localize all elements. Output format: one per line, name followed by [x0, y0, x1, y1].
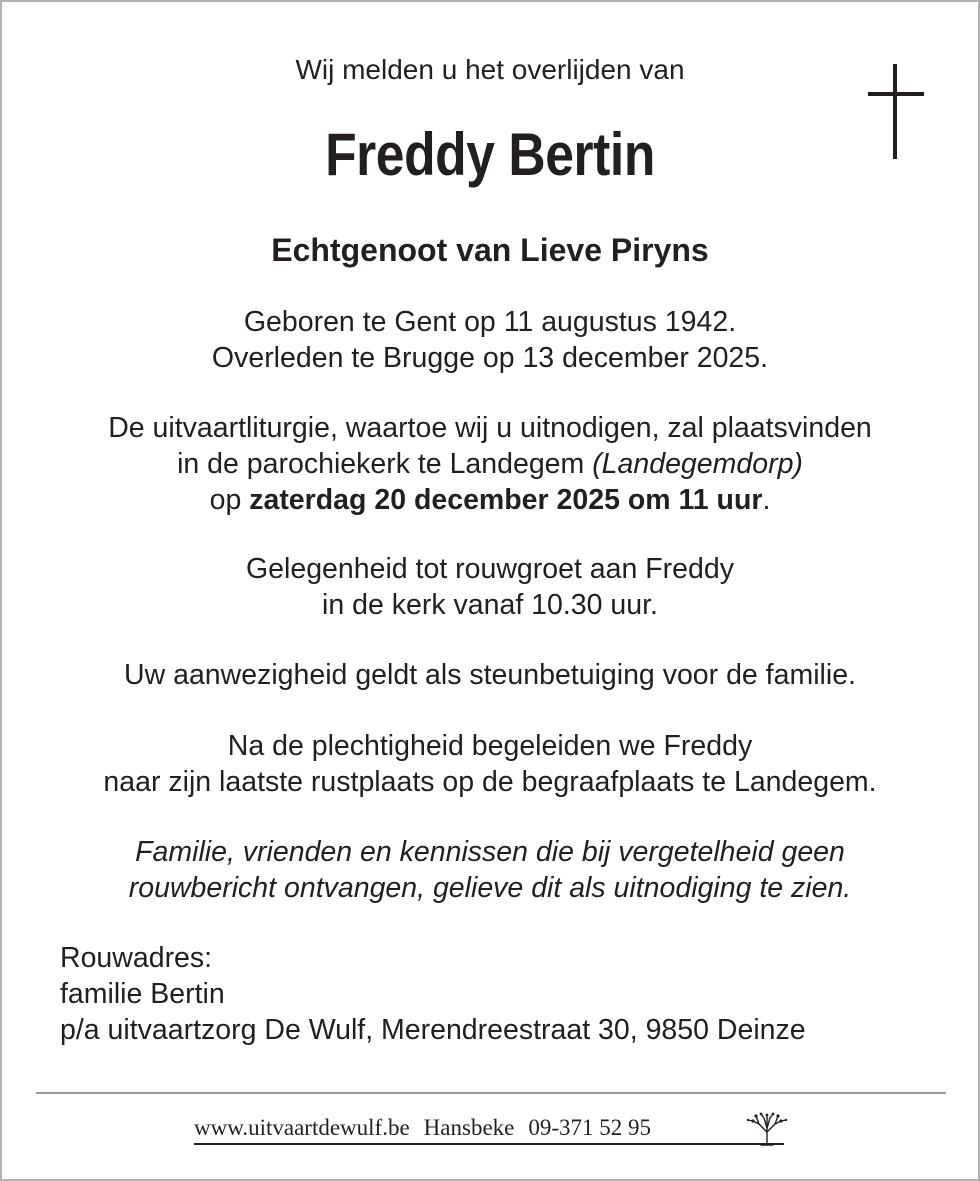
service-date-prefix: op: [209, 484, 242, 516]
service-location-italic: (Landegemdorp): [592, 448, 803, 480]
website-link[interactable]: www.uitvaartdewulf.be: [194, 1115, 410, 1140]
service-line-2: [2, 446, 978, 482]
note-line-1: Familie, vrienden en kennissen die bij vergetelheid geen: [135, 836, 845, 868]
burial-line-2: naar zijn laatste rustplaats op de begraafplaats te Landegem.: [103, 766, 877, 798]
condolence-line-1: Gelegenheid tot rouwgroet aan Freddy: [246, 553, 734, 585]
birth-line: Geboren te Gent op 11 augustus 1942.: [243, 306, 737, 338]
deceased-name: Freddy Bertin: [325, 121, 655, 188]
tree-icon: [746, 1112, 788, 1146]
address-label: Rouwadres:: [60, 942, 213, 974]
address-line-2: p/a uitvaartzorg De Wulf, Merendreestraat 30, 9850 Deinze: [60, 1014, 806, 1046]
condolence-line-2: in de kerk vanaf 10.30 uur.: [322, 589, 658, 621]
service-date: zaterdag 20 december 2025 om 11 uur: [249, 484, 763, 516]
service-date-suffix: .: [762, 484, 771, 516]
footer-underline: [194, 1143, 784, 1145]
mourning-address: [60, 940, 806, 1048]
burial-line-1: Na de plechtigheid begeleiden we Freddy: [227, 730, 753, 762]
notice-intro: Wij melden u het overlijden van: [295, 54, 685, 85]
invitation-note: [2, 834, 978, 906]
note-line-2: rouwbericht ontvangen, gelieve dit als uitnodiging te zien.: [128, 872, 852, 904]
footer-town: Hansbeke: [423, 1115, 515, 1140]
footer-phone: 09-371 52 95: [528, 1115, 652, 1140]
divider: [36, 1092, 946, 1094]
service-line-3: [2, 482, 978, 518]
service-line-1: De uitvaartliturgie, waartoe wij u uitnodigen, zal plaatsvinden: [108, 412, 872, 444]
service-block: [2, 410, 978, 518]
service-church: in de parochiekerk te Landegem: [177, 448, 585, 480]
dates-block: [2, 304, 978, 376]
death-line: Overleden te Brugge op 13 december 2025.: [211, 342, 769, 374]
cross-icon: [866, 62, 926, 162]
burial-block: [2, 728, 978, 800]
funeral-home-footer: [194, 1114, 665, 1142]
address-line-1: familie Bertin: [60, 978, 225, 1010]
presence-line: Uw aanwezigheid geldt als steunbetuiging voor de familie.: [124, 659, 856, 691]
spouse-line: Echtgenoot van Lieve Piryns: [271, 232, 709, 268]
condolence-block: [2, 551, 978, 623]
